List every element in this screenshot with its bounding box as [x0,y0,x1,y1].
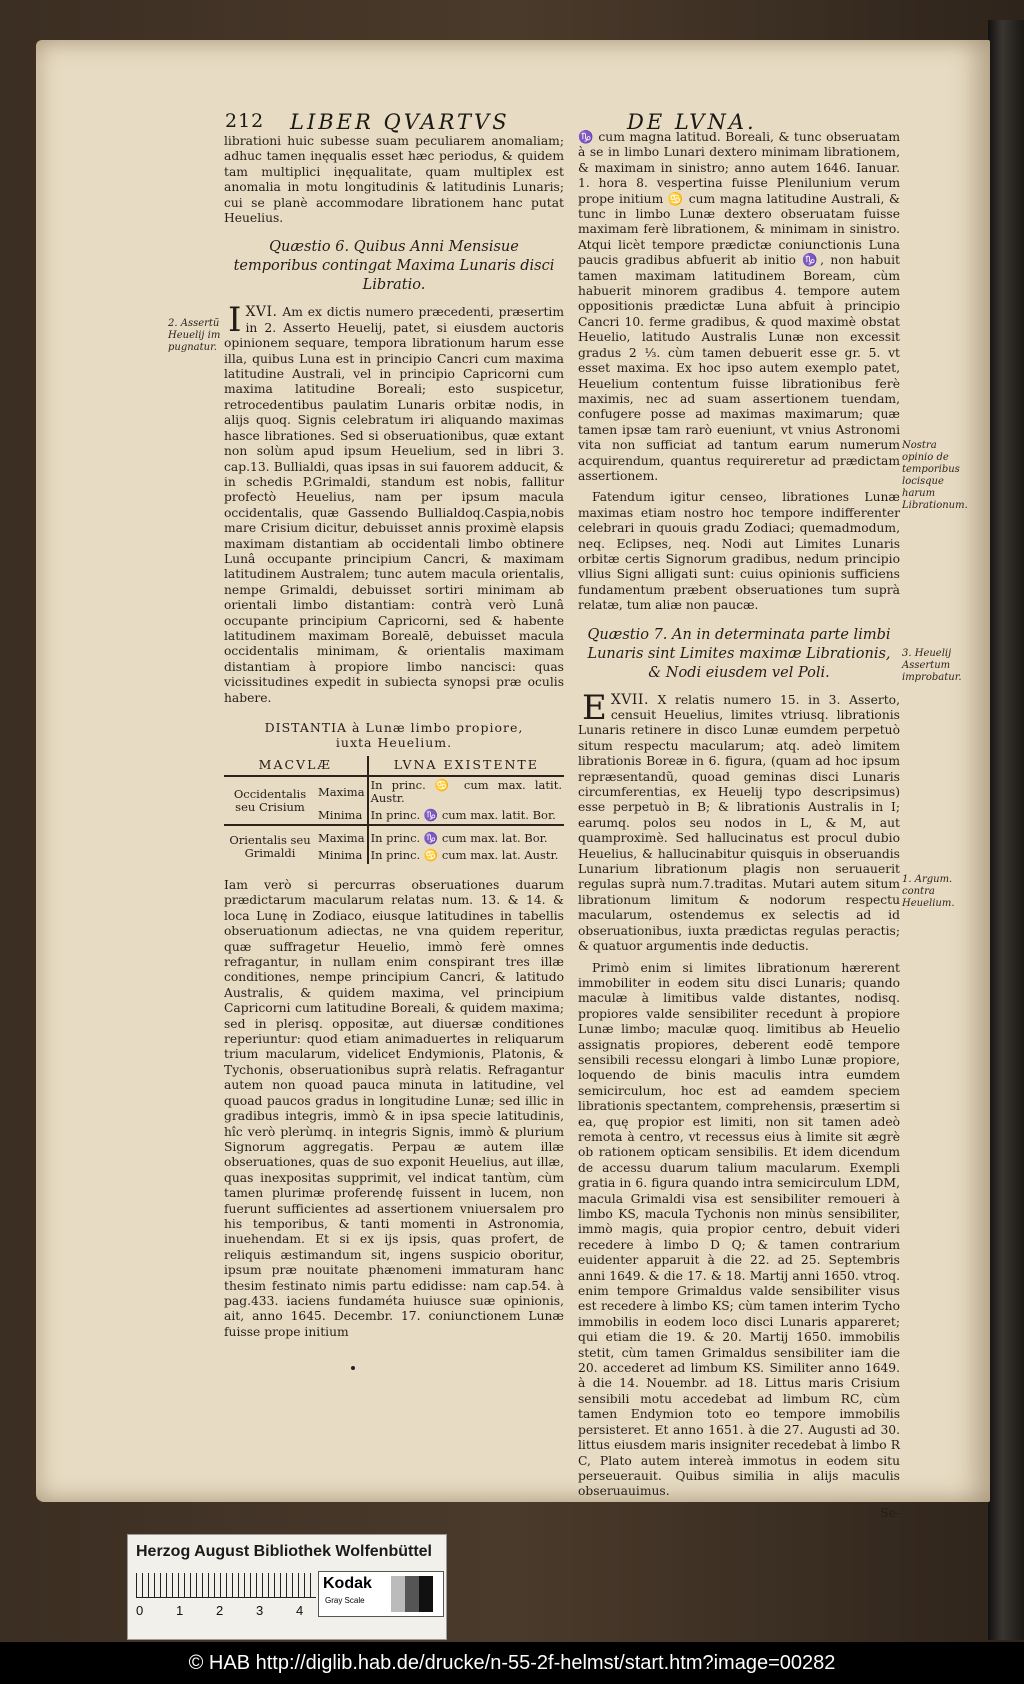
ruler-number: 3 [256,1603,264,1618]
row-value: In princ. ♋ cum max. latit. Austr. [368,776,564,807]
table-title [224,720,564,750]
row-label: Maxima [318,784,365,799]
question-heading-7: Quæstio 7. An in determinata parte limbi Lunaris sint Limites maximæ Librationis, & Nodi eiusdem vel Poli. [587,626,891,681]
table-title-line-2: iuxta Heuelium. [335,735,453,750]
ruler-number: 2 [216,1603,224,1618]
row-value: In princ. ♑ cum max. lat. Bor. [368,830,564,847]
row-label: Minima [318,808,363,822]
header-maculae: MACVLÆ [224,756,368,776]
right-running-title: DE LVNA. [627,110,757,134]
row-value: In princ. ♋ cum max. lat. Austr. [368,847,564,864]
group-occidentalis: Occidentalis seu Crisium [233,786,307,814]
question-heading-6: Quæstio 6. Quibus Anni Mensisue temporibus contingat Maxima Lunaris disci Libratio. [233,239,555,294]
table-row [224,776,564,807]
margin-note-2: 3. Heuelij Assertum improbatur. [902,648,962,683]
gray-scale-label: Gray Scale [325,1596,365,1605]
book-spine-edge [988,20,1024,1640]
table-row [224,830,564,847]
header-luna-existente: LVNA EXISTENTE [368,756,564,776]
ruler-number: 1 [176,1603,184,1618]
library-name: Herzog August Bibliothek Wolfenbüttel [136,1543,432,1560]
scale-ruler [136,1573,316,1598]
left-column [224,134,564,1346]
section-number: XVII. [610,691,649,708]
paragraph: Iam verò si percurras obseruationes duarum prædictarum macularum relatas num. 13. & 14. & loca Lunę in Zodiaco, eiusque latitudines in tabellis obseruationum adiectas, ne vna quidem reperitur, quæ suffragetur Heuelio, immò ferè omnes refragantur, in nullam enim conspirant tres illæ conditiones, nempe principium Cancri, & latitudo Australis, & quidem maxima, vel principium Capricorni cum latitudine Boreali, & quidem maxima; sed in plerisq. oppositæ, aut diuersæ conditiones reperiuntur: quod etiam animaduertes in reliquarum trium macularum, videlicet Endymionis, Platonis, & Tychonis, obseruationibus suprà relatis. Refragantur autem non quoad pauca minuta in latitudine, vel quoad paucos gradus in longitudine Lunæ; sed illic in gradibus integris, immò & in ipsa specie latitudinis, hîc verò plerùmq. in integris Signis, immò & plurium Signorum aggregatis. Perpau æ autem illæ obseruationes, quas de suo exponit Heuelius, aut illæ, quas inexpositas supprimit, vel indicat tantùm, cùm tamen plurimæ proferendę fuissent in lucem, non fuerunt sufficientes ad assertionem vniuersalem pro his temporibus, & tanti momenti in Astronomia, inuehendam. Et si ex ijs ipsis, quas profert, de reliquis æstimandum sit, ingens suspicio oboritur, ipsum præ nouitate phænomeni immaturam hanc thesim festinato nimis partu edidisse: nam cap.54. à pag.433. iaciens fundaméta huiusce suæ opinionis, ait, anno 1645. Decembr. 17. coniunctionem Lunæ fuisse prope initium [224,878,564,1339]
catchword: Se- [880,1505,900,1520]
table-header-row [224,756,564,776]
row-label: Minima [318,848,363,862]
paragraph: ♑ cum magna latitud. Boreali, & tunc obseruatam à se in limbo Lunari dextero minimam librationem, & maximam in sinistro; anno autem 1646. Ianuar. 1. hora 8. vespertina fuisse Plenilunium verum prope initium ♋ cum magna latitudine Australi, & tunc in limbo Lunæ dextero obseruatam fuisse maximam ferè librationem, & minimam in sinistro. Atqui licèt tempore prædictæ coniunctionis Luna paucis gradibus abfuerit ab initio ♑, non habuit tamen maximam latitudinem Boream, cùm habuerit minorem gradibus 4. tempore autem oppositionis prædictæ Luna abfuit à principio Cancri 10. ferme gradibus, & quod maximè obstat Heuelio, latitudo Australis Lunæ non excessit gradus 2 ⅓. cùm tamen debuerit esse gr. 5. vt esset maxima. Ex hoc ipso autem exemplo patet, Heuelium contentum fuisse librationibus ferè maximis, nec ad suam assertionem tuendam, confugere posse ad maximas maximarum; quæ tamen ipsæ tam rarò eueniunt, vt vnius Astronomi vita non sufficiat ad tantum earum numerum acquirendum, quantus requireretur ad prædictam assertionem. [578,130,900,483]
paragraph: Fatendum igitur censeo, librationes Lunæ maximas etiam nostro hoc tempore indifferenter celebrari in quouis gradu Zodiaci; quemadmodum, neq. Eclipses, neq. Nodi aut Limites Lunaris orbitæ certis Signorum gradibus, nedum principio vllius Signi alligati sunt: cuius opinionis sufficiens fundamentum præbent obseruationes tum suprà relatæ, tum aliæ non paucæ. [578,490,900,613]
table-title-line-1: DISTANTIA à Lunæ limbo propiore, [264,720,524,735]
kodak-logo-text: Kodak [323,1575,372,1592]
ruler-number: 0 [136,1603,144,1618]
printers-mark [351,1366,355,1370]
section-text: X relatis numero 15. in 3. Asserto, censuit Heuelius, limites vtriusq. librationis Lunaris retinere in disco Lunæ eumdem perpetuò situm respectu macularum; atq. adeò limitem librationis Boreæ in 6. figura, (quam ad hoc ipsum repræsentandũ, quoad geminas disci Lunaris circumferentias, ex Heuelij typo descripsimus) esse perpetuò in B; & librationis Australis in I; earumq. polos seu nodos in L, & M, aut quamproximè. Sed hallucinatus est procul dubio Heuelius, & hallucinabitur quisquis in obseruandis Lunarium librationum plagis non seruauerit regulas suprà num.7.traditas. Mutari autem situm librationum limitum & nodorum respectu macularum, ostendemus ex selectis ad id obseruationibus, iuxta prædictas regulas peractis; & quatuor argumentis inde deductis. [578,692,900,954]
distance-table [224,756,564,864]
right-column [578,130,900,1521]
section-xvii [578,687,900,955]
ruler-number: 4 [296,1603,304,1618]
copyright-footer: © HAB http://diglib.hab.de/drucke/n-55-2f-helmst/start.htm?image=00282 [0,1642,1024,1684]
group-orientalis: Orientalis seu Grimaldi [229,833,311,860]
kodak-gray-scale [318,1571,444,1617]
gray-patch [419,1576,433,1612]
margin-note-3: 1. Argum. contra Heuelium. [902,874,955,909]
margin-note-1: Nostra opinio de temporibus locisque harum Librationum. [902,440,968,511]
gray-patch [405,1576,419,1612]
library-color-chart [127,1534,447,1640]
section-xvi [224,300,564,706]
row-value: In princ. ♑ cum max. latit. Bor. [368,807,564,825]
row-label: Maxima [318,831,365,845]
left-margin-note: 2. Assertũ Heuelij im pugnatur. [168,318,221,353]
page-number: 212 [225,110,265,132]
paragraph: librationi huic subesse suam peculiarem anomaliam; adhuc tamen inęqualis esset hæc periodus, & quidem tam multiplici inęqualitate, quam multiplex est anomalia in motu longitudinis & latitudinis Lunaris; cui se planè accommodare librationem hanc putat Heuelius. [224,134,564,226]
section-number: XVI. [245,304,278,321]
drop-cap: I [228,300,242,341]
gray-patch [391,1576,405,1612]
paragraph: Primò enim si limites librationum hærerent immobiliter in eodem situ disci Lunaris; quando maculæ à limitibus valde distantes, nodisq. propiores valde sensibiliter recedunt à propiore Lunæ limbo; maculæ quoq. limitibus ab Heuelio assignatis propiores, deberent eodē tempore sensibili recessu elongari à limbo Lunæ propiore, loquendo de binis maculis intra eumdem semicirculum, hoc est ad eamdem speciem librationis spectantem, comprehensis, præsertim si ea, quę propior est limiti, non sit tamen adeò remota à centro, vt recessus eius à limite sit ægrè ob rationem opticam sensibilis. Et idem dicendum de accessu duarum talium macularum. Exempli gratia in 6. figura quando intra semicirculum LDM, macula Grimaldi visa est sensibiliter remoueri à limbo KS, macula Tychonis non minùs sensibiliter, immò magis, quia propior centro, debuit videri recedere à limbo D Q; & tamen contrarium euidenter apparuit à die 22. ad 25. Septembris anni 1649. & die 17. & 18. Martij anni 1650. vtroq. enim tempore Grimaldus valde sensibiliter visus est recedere à limbo KS; cùm tamen interim Tycho immobilis in eodem loco disci Lunaris appareret; qui etiam die 19. & 20. Martij 1650. immobilis stetit, cùm tamen Grimaldus sensibiliter iam die 20. accederet ad limbum KS. Similiter anno 1649. à die 14. Nouembr. ad 18. Littus maris Crisium sensibili motu accedebat ad limbum RC, cùm tamen Endymion toto eo tempore immobilis persisteret. Et anno 1651. à die 27. Augusti ad 30. littus eiusdem maris insigniter recedebat à limbo R C, Plato autem intereà immotus in eodem situ perseuerauit. Quibus similia in alijs maculis obseruauimus. [578,960,900,1499]
section-text: Am ex dictis numero præcedenti, præsertim in 2. Asserto Heuelij, patet, si eiusdem auctoris opinionem sequare, tempora librationum harum esse illa, quibus Luna est in principio Cancri cum maxima latitudine Australi, vel in principio Capricorni cum maxima latitudine Boreali; esto suspicetur, retrocedentibus paulatim Lunaris orbitæ nodis, in alijs quoq. Signis celebratum iri aliquando maximas hasce librationes. Sed si obseruationibus, quæ extant non solùm apud ipsum Heuelium, sed in libri 3. cap.13. Bullialdi, quas ipsas in sui fauorem adducit, & in schedis P.Grimaldi, standum est nobis, fallitur profectò Heuelius, nam per ipsum macula occidentalis, quæ Gassendo Bullialdoq.Caspia,nobis mare Crisium dicitur, debuisset annis proximè elapsis maximam distantiam ab occidentali limbo obtinere Lunâ occupante principium Cancri, & maximam latitudinem Australem; tunc autem macula orientalis, nempe Grimaldi, debuisset sortiri minimam ab orientali limbo distantiam: contrà verò Lunâ occupante principium Capricorni, sed & habente latitudinem maximam Borealē, debuisset macula occidentalis minimam, & orientalis maximam distantiam à propiore limbo nancisci: quas vicissitudines expedit in subiecta synopsi præ oculis habere. [224,305,564,705]
left-running-title: LIBER QVARTVS [290,110,510,134]
drop-cap: E [582,687,607,728]
